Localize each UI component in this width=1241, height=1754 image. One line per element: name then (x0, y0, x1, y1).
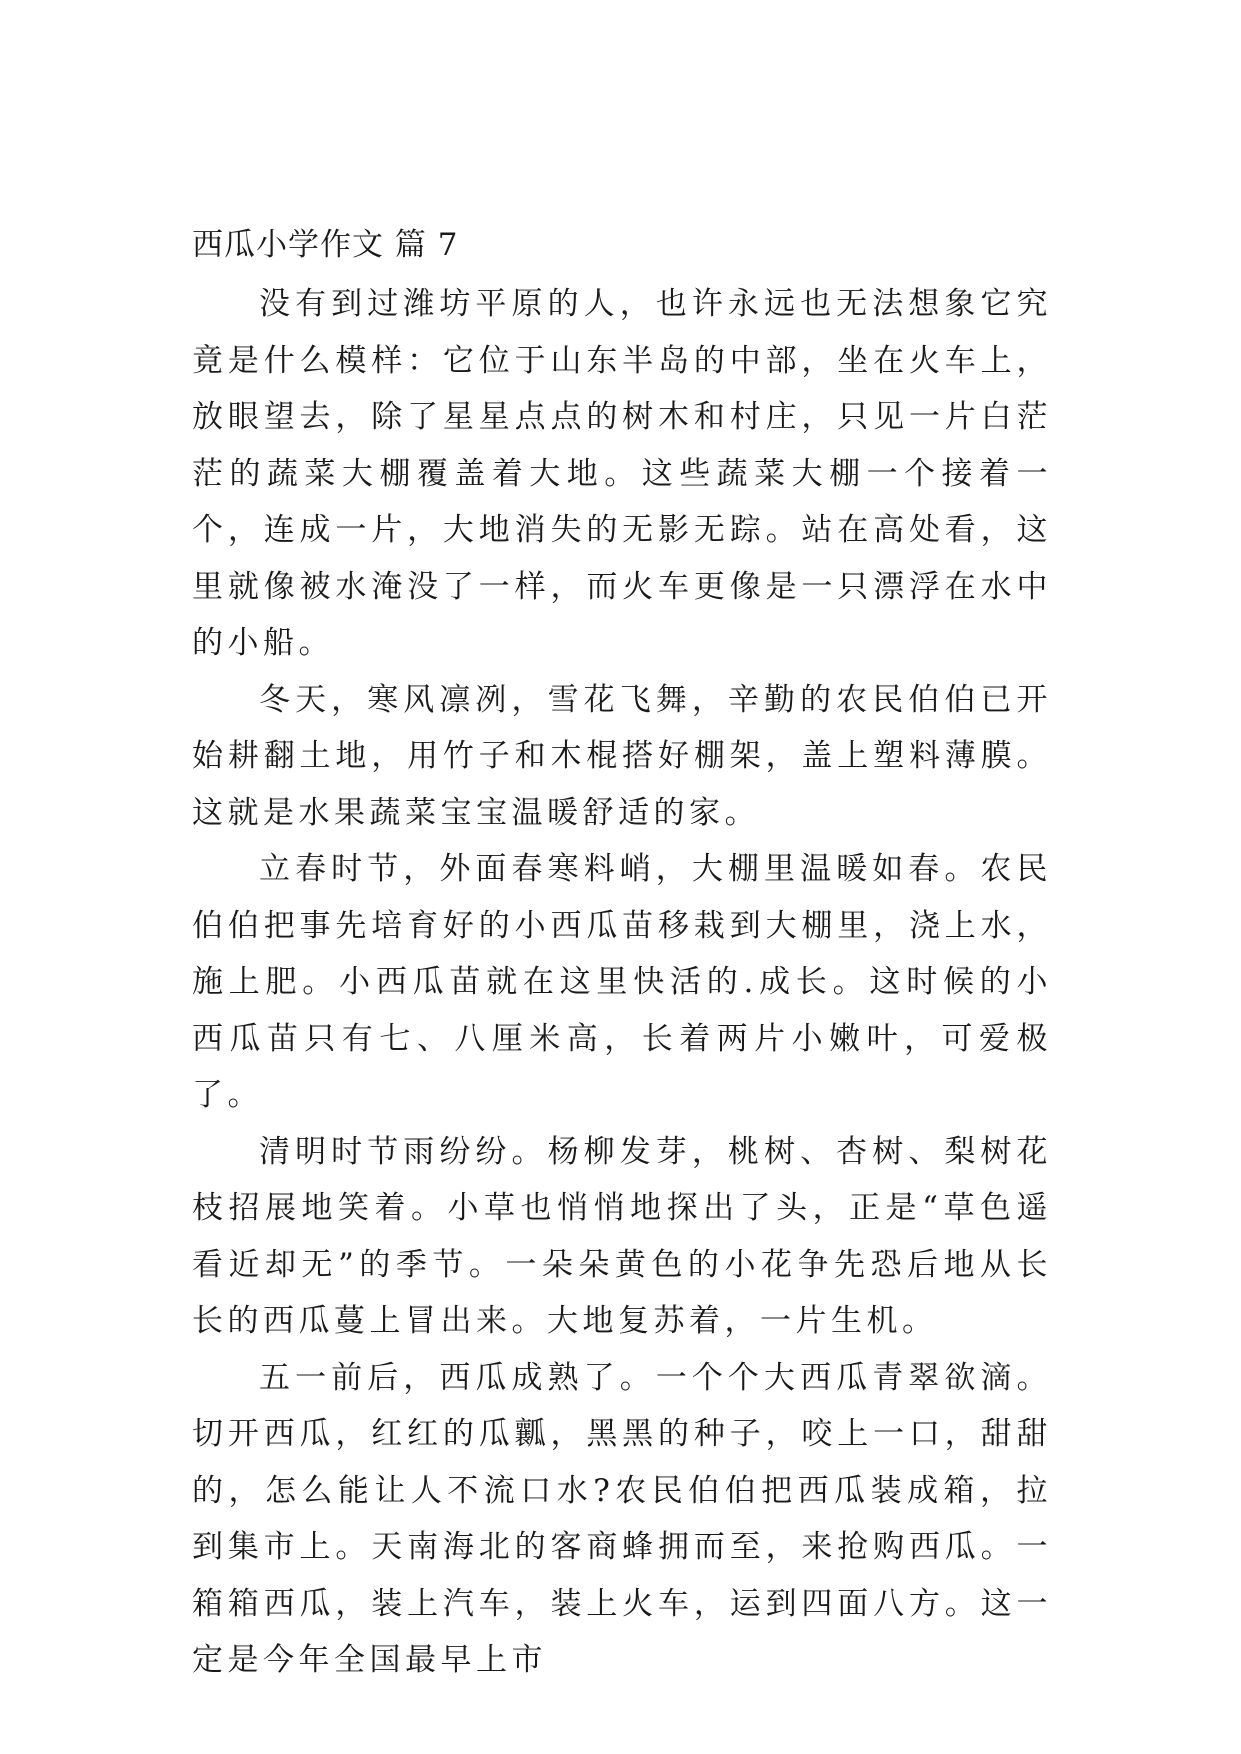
paragraph-3: 立春时节，外面春寒料峭，大棚里温暖如春。农民伯伯把事先培育好的小西瓜苗移栽到大棚里，浇上水，施上肥。小西瓜苗就在这里快活的.成长。这时候的小西瓜苗只有七、八厘米高，长着两片小嫩叶，可爱极了。 (192, 851, 1052, 1113)
paragraph-2: 冬天，寒风凛冽，雪花飞舞，辛勤的农民伯伯已开始耕翻土地，用竹子和木棍搭好棚架，盖上塑料薄膜。这就是水果蔬菜宝宝温暖舒适的家。 (192, 681, 1052, 831)
paragraph-5: 五一前后，西瓜成熟了。一个个大西瓜青翠欲滴。切开西瓜，红红的瓜瓤，黑黑的种子，咬上一口，甜甜的，怎么能让人不流口水?农民伯伯把西瓜装成箱，拉到集市上。天南海北的客商蜂拥而至，来抢购西瓜。一箱箱西瓜，装上汽车，装上火车，运到四面八方。这一定是今年全国最早上市 (192, 1359, 1052, 1678)
document-title: 西瓜小学作文 篇 7 (192, 227, 459, 263)
paragraph-1: 没有到过潍坊平原的人，也许永远也无法想象它究竟是什么模样：它位于山东半岛的中部，坐在火车上，放眼望去，除了星星点点的树木和村庄，只见一片白茫茫的蔬菜大棚覆盖着大地。这些蔬菜大棚一个接着一个，连成一片，大地消失的无影无踪。站在高处看，这里就像被水淹没了一样，而火车更像是一只漂浮在水中的小船。 (192, 286, 1052, 661)
paragraph-4: 清明时节雨纷纷。杨柳发芽，桃树、杏树、梨树花枝招展地笑着。小草也悄悄地探出了头，正是“草色遥看近却无”的季节。一朵朵黄色的小花争先恐后地从长长的西瓜蔓上冒出来。大地复苏着，一片生机。 (192, 1133, 1052, 1339)
document-body (192, 276, 1052, 1689)
